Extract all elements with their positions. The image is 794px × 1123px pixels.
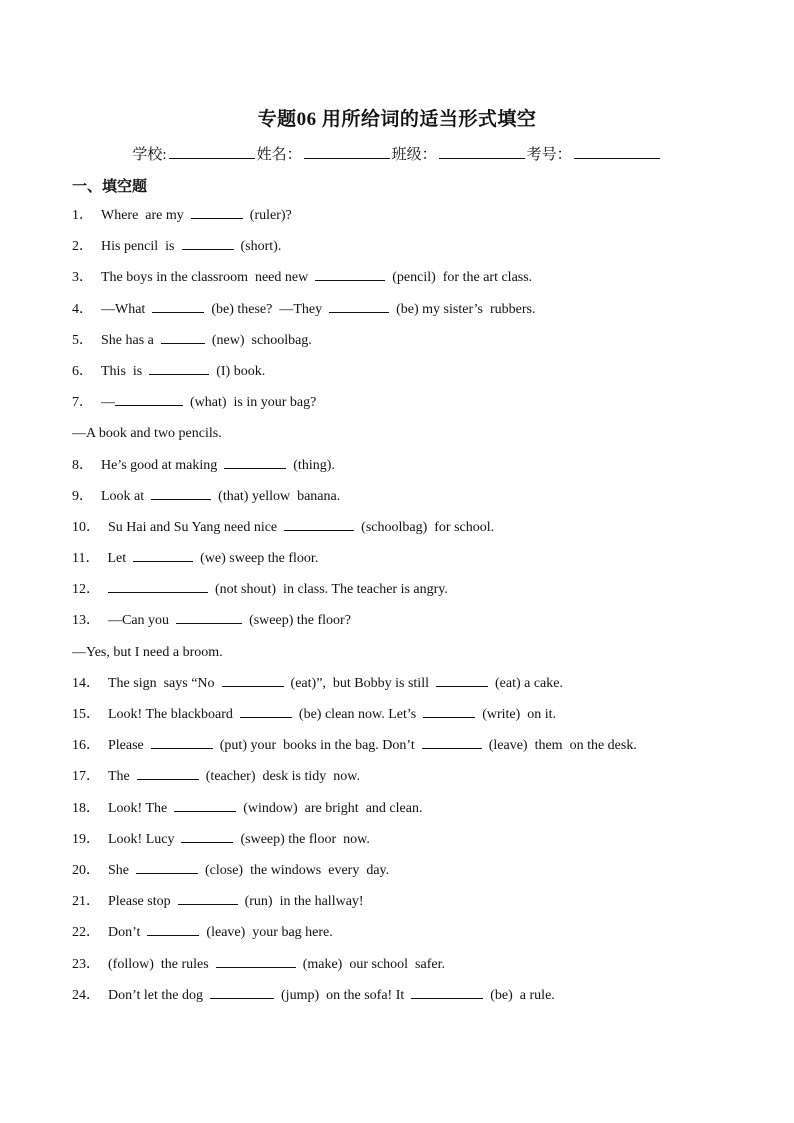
question-text: (be) my sister’s rubbers. xyxy=(396,301,536,317)
answer-blank[interactable] xyxy=(224,454,286,469)
answer-blank[interactable] xyxy=(436,672,488,687)
answer-blank[interactable] xyxy=(222,672,284,687)
question-number: 11． xyxy=(72,551,100,567)
info-field-label: 姓名： xyxy=(256,147,302,163)
question-item xyxy=(72,671,732,702)
section-heading: 一、填空题 xyxy=(72,179,148,195)
question-text: The xyxy=(108,769,130,785)
question-item xyxy=(72,702,732,733)
question-number: 19． xyxy=(72,831,100,847)
answer-blank[interactable] xyxy=(151,734,213,749)
question-number: 21． xyxy=(72,894,100,910)
student-info-line xyxy=(0,143,794,164)
question-item xyxy=(72,889,732,920)
answer-blank[interactable] xyxy=(411,984,483,999)
question-number: 18． xyxy=(72,800,100,816)
question-text: (window) are bright and clean. xyxy=(243,800,423,816)
question-item xyxy=(72,796,732,827)
question-text: (jump) on the sofa! It xyxy=(281,987,405,1003)
question-item xyxy=(72,484,732,515)
info-field-blank[interactable] xyxy=(574,144,660,159)
answer-blank[interactable] xyxy=(182,235,234,250)
question-item xyxy=(72,983,732,1014)
info-field-blank[interactable] xyxy=(169,144,255,159)
question-item xyxy=(72,920,732,951)
question-text: Please stop xyxy=(108,894,171,910)
answer-blank[interactable] xyxy=(329,298,389,313)
question-text: (make) our school safer. xyxy=(302,956,445,972)
answer-blank[interactable] xyxy=(240,703,292,718)
question-text: Let xyxy=(107,551,127,567)
question-item xyxy=(72,577,732,608)
question-text: This is xyxy=(101,363,143,379)
answer-blank[interactable] xyxy=(191,204,243,219)
info-field xyxy=(392,143,527,164)
question-item xyxy=(72,546,732,577)
answer-blank[interactable] xyxy=(315,266,385,281)
question-text: —Can you xyxy=(108,613,170,629)
question-number: 20． xyxy=(72,862,100,878)
question-text: (new) schoolbag. xyxy=(211,332,312,348)
question-text: (leave) them on the desk. xyxy=(488,738,637,754)
question-list xyxy=(72,203,732,1014)
question-text: Look at xyxy=(101,488,145,504)
question-text: (thing). xyxy=(293,457,335,473)
question-text: (teacher) desk is tidy now. xyxy=(205,769,360,785)
answer-blank[interactable] xyxy=(147,921,199,936)
question-number: 14． xyxy=(72,675,100,691)
question-number: 9． xyxy=(72,488,93,504)
info-field xyxy=(132,143,256,164)
question-text: (eat) a cake. xyxy=(494,675,563,691)
question-text: Look! The xyxy=(108,800,168,816)
question-number: 22． xyxy=(72,925,100,941)
question-item xyxy=(72,733,732,764)
answer-blank[interactable] xyxy=(284,516,354,531)
question-number: 10． xyxy=(72,519,100,535)
answer-blank[interactable] xyxy=(151,485,211,500)
question-text: (what) is in your bag? xyxy=(190,395,317,411)
info-field-label: 学校: xyxy=(132,147,167,163)
question-text: (ruler)? xyxy=(249,208,292,223)
question-item xyxy=(72,608,732,639)
question-text: (write) on it. xyxy=(482,707,557,722)
answer-blank[interactable] xyxy=(422,734,482,749)
question-text: (close) the windows every day. xyxy=(205,862,390,878)
question-item xyxy=(72,390,732,421)
question-text: Where are my xyxy=(101,208,184,223)
info-field xyxy=(527,143,662,164)
answer-blank[interactable] xyxy=(161,329,205,344)
answer-blank[interactable] xyxy=(137,765,199,780)
answer-blank[interactable] xyxy=(176,609,242,624)
question-number: 23． xyxy=(72,956,100,972)
question-number: 17． xyxy=(72,769,100,785)
question-text: The sign says “No xyxy=(108,675,215,691)
question-text: (pencil) for the art class. xyxy=(392,270,533,286)
question-text: (schoolbag) for school. xyxy=(361,519,495,535)
question-number: 24． xyxy=(72,987,100,1003)
question-number: 12． xyxy=(72,582,100,598)
question-text: (leave) your bag here. xyxy=(206,925,333,941)
answer-blank[interactable] xyxy=(152,298,204,313)
question-item xyxy=(72,764,732,795)
question-text: (sweep) the floor now. xyxy=(240,831,370,847)
question-text: (I) book. xyxy=(216,363,266,379)
question-number: 2． xyxy=(72,239,93,255)
question-number: 16． xyxy=(72,738,100,754)
question-text: She has a xyxy=(101,332,154,348)
answer-blank[interactable] xyxy=(423,703,475,718)
question-text: (we) sweep the floor. xyxy=(200,551,319,567)
question-text: Don’t xyxy=(108,925,141,941)
answer-blank[interactable] xyxy=(181,828,233,843)
question-text: Don’t let the dog xyxy=(108,987,204,1003)
question-text: (be) these? —They xyxy=(211,301,323,317)
question-item xyxy=(72,453,732,484)
question-number: 8． xyxy=(72,457,93,473)
answer-blank[interactable] xyxy=(216,953,296,968)
question-text: (follow) the rules xyxy=(108,956,209,972)
question-text: (sweep) the floor? xyxy=(249,613,351,629)
question-text: Look! The blackboard xyxy=(108,707,233,722)
question-item xyxy=(72,203,732,234)
question-text: (run) in the hallway! xyxy=(244,894,364,910)
question-text: (be) clean now. Let’s xyxy=(298,707,417,722)
question-answer-line xyxy=(72,640,732,671)
answer-blank[interactable] xyxy=(210,984,274,999)
question-number: 6． xyxy=(72,363,93,379)
question-item xyxy=(72,359,732,390)
question-item xyxy=(72,952,732,983)
info-field-label: 班级： xyxy=(391,147,437,163)
question-item xyxy=(72,827,732,858)
question-item xyxy=(72,297,732,328)
info-field-label: 考号： xyxy=(526,147,572,163)
question-answer-line xyxy=(72,421,732,452)
answer-blank[interactable] xyxy=(149,360,209,375)
question-text: (that) yellow banana. xyxy=(218,488,341,504)
answer-blank[interactable] xyxy=(174,797,236,812)
question-text: He’s good at making xyxy=(101,457,218,473)
question-item xyxy=(72,858,732,889)
answer-blank[interactable] xyxy=(108,578,208,593)
question-text: The boys in the classroom need new xyxy=(101,270,309,286)
question-text: —Yes, but I need a broom. xyxy=(72,644,223,660)
question-text: His pencil is xyxy=(101,239,175,255)
answer-blank[interactable] xyxy=(136,859,198,874)
question-text: —What xyxy=(101,301,146,317)
question-number: 15． xyxy=(72,707,100,722)
question-text: (be) a rule. xyxy=(490,987,555,1003)
question-item xyxy=(72,265,732,296)
question-number: 1． xyxy=(72,208,93,223)
question-text: —A book and two pencils. xyxy=(72,426,222,442)
question-text: (short). xyxy=(240,239,282,255)
info-field xyxy=(257,143,392,164)
answer-blank[interactable] xyxy=(115,391,183,406)
question-text: — xyxy=(101,395,115,411)
question-number: 3． xyxy=(72,270,93,286)
question-number: 13． xyxy=(72,613,100,629)
answer-blank[interactable] xyxy=(178,890,238,905)
question-text: (eat)”, but Bobby is still xyxy=(290,675,429,691)
question-item xyxy=(72,234,732,265)
question-number: 4． xyxy=(72,301,93,317)
question-text: Please xyxy=(108,738,144,754)
question-text: (not shout) in class. The teacher is angry. xyxy=(215,582,448,598)
question-text: She xyxy=(108,862,129,878)
question-number: 7． xyxy=(72,395,93,411)
question-item xyxy=(72,515,732,546)
answer-blank[interactable] xyxy=(133,547,193,562)
question-text: Look! Lucy xyxy=(108,831,175,847)
question-text: (put) your books in the bag. Don’t xyxy=(219,738,415,754)
info-field-blank[interactable] xyxy=(439,144,525,159)
question-number: 5． xyxy=(72,332,93,348)
question-item xyxy=(72,328,732,359)
question-text: Su Hai and Su Yang need nice xyxy=(108,519,278,535)
page-title: 专题06 用所给词的适当形式填空 xyxy=(257,109,537,130)
info-field-blank[interactable] xyxy=(304,144,390,159)
